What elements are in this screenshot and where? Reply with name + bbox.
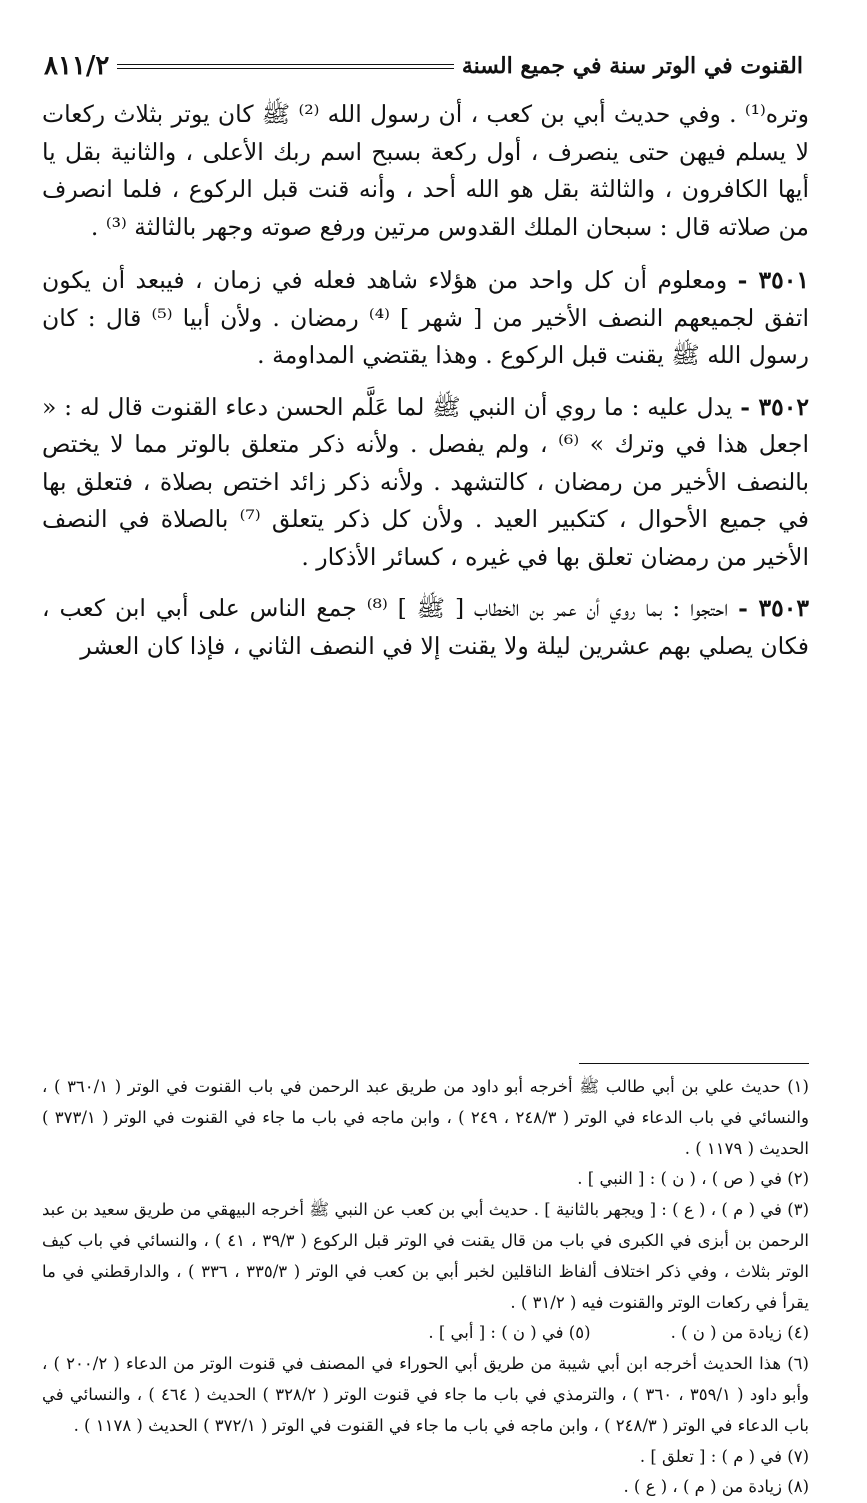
running-header [44, 48, 803, 84]
paragraph-3502 [42, 389, 809, 577]
paragraph-text: يدل عليه : ما روي أن النبي ﷺ لما عَلَّم الحسن دعاء القنوت قال له : « اجعل هذا في وترك » ⁽⁶⁾ ، ولم يفصل . ولأنه ذكر متعلق بالوتر مما لا يختص بالنصف الأخير من رمضان ، كالتشهد . ولأنه ذكر زائد اختص بصلاة ، فتعلق بها في جميع الأحوال ، كتكبير العيد . ولأن كل ذكر يتعلق ⁽⁷⁾ بالصلاة في النصف الأخير من رمضان تعلق بها في غيره ، كسائر الأذكار . [42, 392, 809, 571]
paragraph-text: ومعلوم أن كل واحد من هؤلاء شاهد فعله في زمان ، فيبعد أن يكون اتفق لجميعهم النصف الأخير من [ شهر ] ⁽⁴⁾ رمضان . ولأن أبيا ⁽⁵⁾ قال : كان رسول الله ﷺ يقنت قبل الركوع . وهذا يقتضي المداومة . [42, 266, 809, 369]
footnote-4: (٤) زيادة من ( ن ) . [670, 1323, 809, 1343]
footnote-row-4-5 [42, 1318, 809, 1349]
footnote-3: (٣) في ( م ) ، ( ع ) : [ ويجهر بالثانية ] . حديث أبي بن كعب عن النبي ﷺ أخرجه البيهقي من طريق سعيد بن عبد الرحمن بن أبزى في الكبرى في باب من قال يقنت في الوتر قبل الركوع ( ٣٩/٣ ، ٤١ ) ، والنسائي في باب كيف الوتر بثلاث ، وفي ذكر اختلاف ألفاظ الناقلين لخبر أبي بن كعب في الوتر ( ٣٣٥/٣ ، ٣٣٦ ) ، والدارقطني في ما يقرأ في ركعات الوتر والقنوت فيه ( ٣١/٢ ) . [42, 1200, 809, 1312]
paragraph-number: ٣٥٠٢ - [740, 392, 809, 421]
footnotes [42, 1072, 809, 1503]
footnote-2: (٢) في ( ص ) ، ( ن ) : [ النبي ] . [577, 1169, 809, 1189]
footnote-8: (٨) زيادة من ( م ) ، ( ع ) . [623, 1477, 809, 1497]
paragraph-text: وتره⁽¹⁾ . وفي حديث أبي بن كعب ، أن رسول الله ⁽²⁾ ﷺ كان يوتر بثلاث ركعات لا يسلم فيهن حتى ينصرف ، أول ركعة بسبح اسم ربك الأعلى ، والثانية بقل يا أيها الكافرون ، والثالثة بقل هو الله أحد ، وأنه قنت قبل الركوع ، فلما انصرف من صلاته قال : سبحان الملك القدوس مرتين ورفع صوته وجهر بالثالثة ⁽³⁾ . [42, 100, 809, 241]
paragraph-3501 [42, 262, 809, 375]
footnote-7: (٧) في ( م ) : [ تعلق ] . [639, 1446, 809, 1466]
footnote-5: (٥) في ( ن ) : [ أبي ] . [428, 1323, 591, 1343]
header-title: القنوت في الوتر سنة في جميع السنة [461, 53, 803, 79]
footnote-separator [579, 1063, 809, 1064]
paragraph-3503 [42, 590, 809, 665]
paragraph-continuation [42, 96, 809, 246]
page-number: ٨١١/٢ [44, 51, 110, 81]
footnote-1: (١) حديث علي بن أبي طالب ﷺ أخرجه أبو داود من طريق عبد الرحمن في باب القنوت في الوتر ( ٣٦٠/١ ) ، والنسائي في باب الدعاء في الوتر ( ٢٤٨/٣ ، ٢٤٩ ) ، وابن ماجه في باب ما جاء في القنوت في الوتر ( ٣٧٣/١ ) الحديث ( ١١٧٩ ) . [42, 1077, 809, 1158]
header-rule [117, 64, 453, 69]
paragraph-text: احتجوا : بما روي أن عمر بن الخطاب [ ﷺ ] ⁽⁸⁾ جمع الناس على أبي ابن كعب ، فكان يصلي بهم عشرين ليلة ولا يقنت إلا في النصف الثاني ، فإذا كان العشر [42, 594, 809, 660]
paragraph-number: ٣٥٠٣ - [738, 594, 810, 622]
footnote-6: (٦) هذا الحديث أخرجه ابن أبي شيبة من طريق أبي الحوراء في المصنف في قنوت الوتر من الدعاء ( ٢٠٠/٢ ) ، وأبو داود ( ٣٥٩/١ ، ٣٦٠ ) ، والترمذي في باب ما جاء في قنوت الوتر ( ٣٢٨/٢ ) الحديث ( ٤٦٤ ) ، والنسائي في باب الدعاء في الوتر ( ٢٤٨/٣ ) ، وابن ماجه في باب ما جاء في القنوت في الوتر ( ٣٧٢/١ ) الحديث ( ١١٧٨ ) . [42, 1354, 809, 1435]
main-text [42, 96, 809, 679]
paragraph-number: ٣٥٠١ - [737, 266, 809, 294]
